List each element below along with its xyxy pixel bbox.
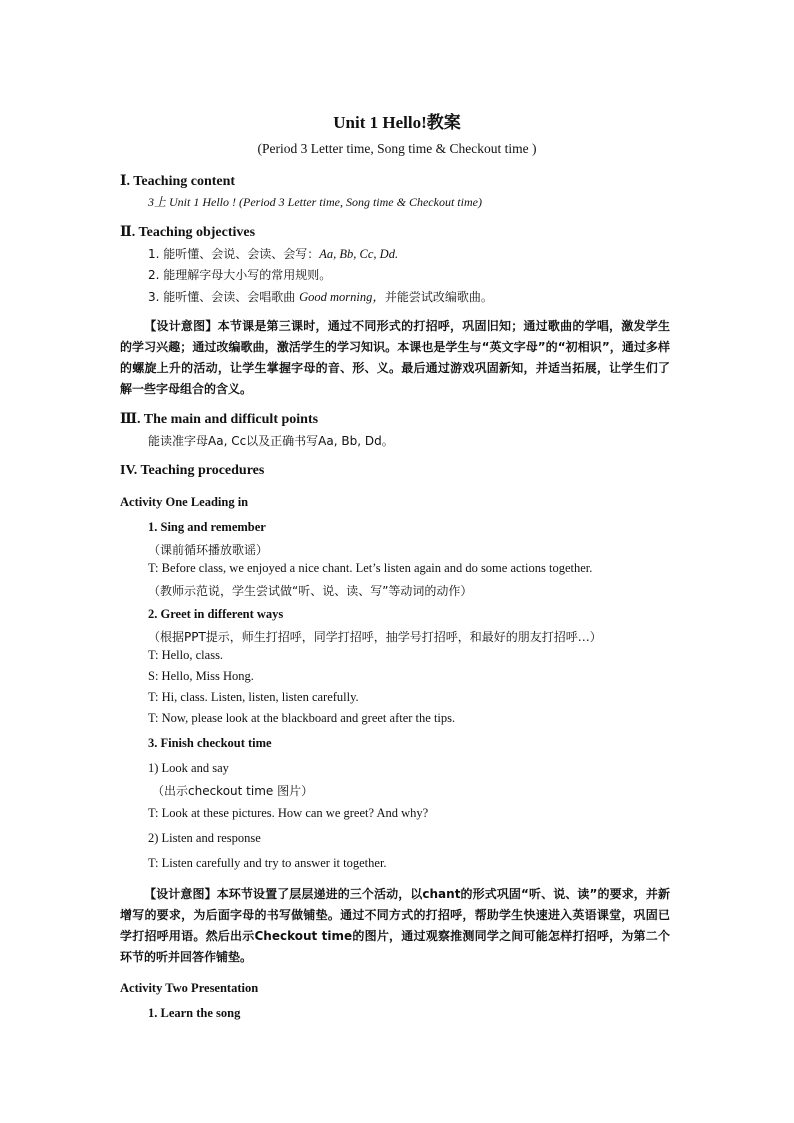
- objective-item: [148, 245, 398, 262]
- section-2-heading: Ⅱ. Teaching objectives: [120, 225, 256, 240]
- step-checkout-heading: 3. Finish checkout time: [148, 736, 272, 750]
- dialogue-line: T: Listen carefully and try to answer it together.: [148, 856, 387, 870]
- dialogue-line: T: Before class, we enjoyed a nice chant. Let’s listen again and do some actions together.: [148, 561, 593, 575]
- section-4-heading: IV. Teaching procedures: [120, 463, 265, 478]
- activity-one-heading: Activity One Leading in: [120, 495, 249, 509]
- section-1-heading: Ⅰ. Teaching content: [120, 174, 236, 189]
- step-note: （根据PPT提示，师生打招呼，同学打招呼，抽学号打招呼，和最好的朋友打招呼…）: [148, 630, 602, 644]
- dialogue-line: T: Look at these pictures. How can we greet? And why?: [148, 806, 429, 820]
- step-learn-song-heading: 1. Learn the song: [148, 1006, 241, 1020]
- design-intent-label: 【设计意图】: [144, 319, 218, 333]
- objective-text: 1. 能听懂、会说、会读、会写：: [148, 247, 320, 261]
- design-intent-text: 本节课是第三课时，通过不同形式的打招呼，巩固旧知；通过歌曲的学唱，激发学生的学习兴趣；通过改编歌曲，激活学生的学习知识。本课也是学生与“英文字母”的“初相识”，通过多样的螺旋上升的活动，让学生掌握字母的音、形、义。最后通过游戏巩固新知，并适当拓展，让学生们了解一些字母组合的含义。: [120, 319, 670, 396]
- dialogue-line: S: Hello, Miss Hong.: [148, 669, 254, 683]
- dialogue-line: T: Hello, class.: [148, 648, 224, 662]
- design-intent-2: [120, 884, 670, 968]
- objective-suffix: 并能尝试改编歌曲。: [384, 290, 493, 304]
- objective-song: Good morning，: [299, 290, 385, 304]
- sub-step: 2) Listen and response: [148, 831, 261, 845]
- step-sing-heading: 1. Sing and remember: [148, 520, 266, 534]
- section-3-content: 能读准字母Aa, Cc以及正确书写Aa, Bb, Dd。: [148, 434, 394, 448]
- step-note: （课前循环播放歌谣）: [148, 543, 269, 557]
- step-note: （教师示范说，学生尝试做“听、说、读、写”等动词的动作）: [148, 584, 473, 598]
- objective-letters: Aa, Bb, Cc, Dd.: [319, 247, 399, 261]
- objective-text: 3. 能听懂、会读、会唱歌曲: [148, 290, 300, 304]
- objective-item: [148, 287, 493, 305]
- page-subtitle: (Period 3 Letter time, Song time & Checkout time ): [257, 141, 537, 156]
- design-intent-text: 本环节设置了层层递进的三个活动，以chant的形式巩固“听、说、读”的要求，并新增写的要求，为后面字母的书写做铺垫。通过不同方式的打招呼，帮助学生快速进入英语课堂，巩固已学打招呼用语。然后出示Checkout time的图片，通过观察推测同学之间可能怎样打招呼，为第二个环节的听并回答作铺垫。: [120, 887, 670, 964]
- page-title: Unit 1 Hello!教案: [333, 113, 461, 132]
- objective-text: 2. 能理解字母大小写的常用规则。: [148, 268, 332, 282]
- section-3-heading: Ⅲ. The main and difficult points: [120, 412, 319, 427]
- objective-item: [148, 266, 331, 283]
- activity-two-heading: Activity Two Presentation: [120, 981, 259, 995]
- dialogue-line: T: Hi, class. Listen, listen, listen carefully.: [148, 690, 359, 704]
- dialogue-line: T: Now, please look at the blackboard and greet after the tips.: [148, 711, 456, 725]
- step-note: （出示checkout time 图片）: [152, 784, 314, 798]
- section-1-content: 3上 Unit 1 Hello ! (Period 3 Letter time, Song time & Checkout time): [148, 195, 482, 209]
- step-greet-heading: 2. Greet in different ways: [148, 607, 284, 621]
- design-intent-label: 【设计意图】: [144, 887, 217, 901]
- design-intent-1: [120, 316, 670, 400]
- sub-step: 1) Look and say: [148, 761, 229, 775]
